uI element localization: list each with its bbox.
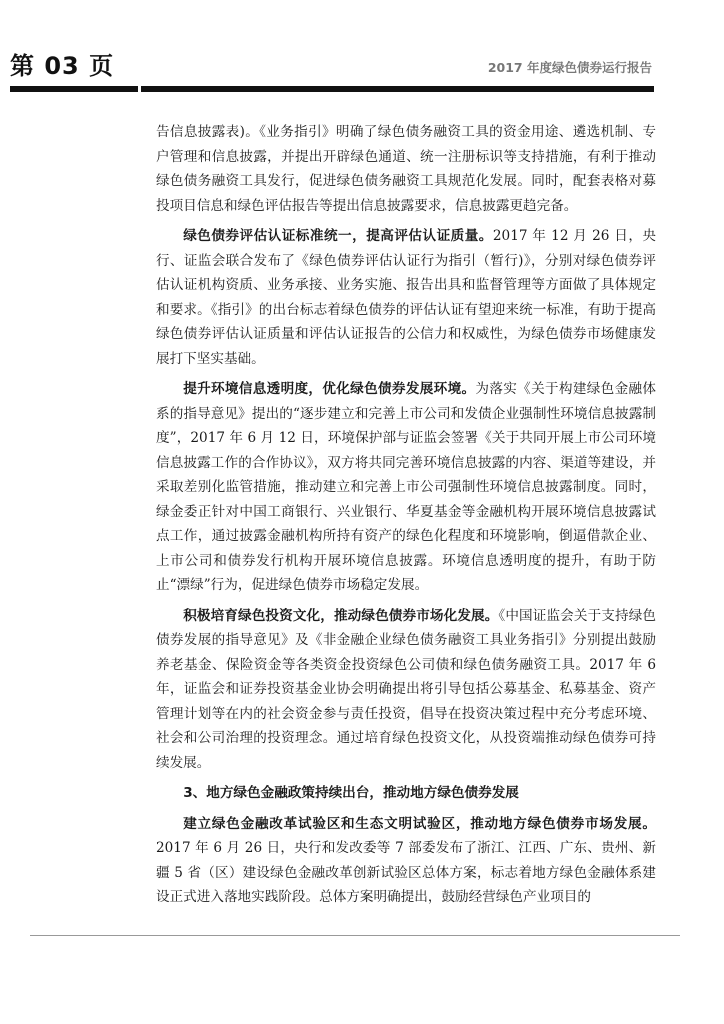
paragraph-lead: 绿色债券评估认证标准统一，提高评估认证质量。 xyxy=(183,228,493,244)
paragraph-text: 2017 年 6 月 26 日，央行和发改委等 7 部委发布了浙江、江西、广东、贵州、新疆 5 省（区）建设绿色金融改革创新试验区总体方案，标志着地方绿色金融体系建设正式进入落地实践阶段。总体方案明确提出，鼓励经营绿色产业项目的 xyxy=(156,840,656,905)
paragraph-text: 为落实《关于构建绿色金融体系的指导意见》提出的“逐步建立和完善上市公司和发债企业强制性环境信息披露制度”，2017 年 6 月 12 日，环境保护部与证监会签署《关于共同开展上市公司环境信息披露工作的合作协议》，双方将共同完善环境信息披露的内容、渠道等建设，并采取差别化监管措施，推动建立和完善上市公司强制性环境信息披露制度。同时，绿金委正针对中国工商银行、兴业银行、华夏基金等金融机构开展环境信息披露试点工作，通过披露金融机构所持有资产的绿色化程度和环境影响，倒逼借款企业、上市公司和债券发行机构开展环境信息披露。环境信息透明度的提升，有助于防止“漂绿”行为，促进绿色债券市场稳定发展。 xyxy=(156,381,657,593)
page-number: 第 03 页 xyxy=(10,52,115,80)
paragraph-environment-disclosure xyxy=(156,377,656,598)
header-rule-left xyxy=(10,86,138,92)
paragraph-lead: 提升环境信息透明度，优化绿色债券发展环境。 xyxy=(183,381,476,397)
paragraph-text: 《中国证监会关于支持绿色债券发展的指导意见》及《非金融企业绿色债务融资工具业务指引》分别提出鼓励养老基金、保险资金等各类资金投资绿色公司债和绿色债务融资工具。2017 年 6 年，证监会和证券投资基金业协会明确提出将引导包括公募基金、私募基金、资产管理计划等在内的社会资金参与责任投资，倡导在投资决策过程中充分考虑环境、社会和公司治理的投资理念。通过培育绿色投资文化，从投资端推动绿色债券可持续发展。 xyxy=(156,607,657,771)
header-rule-right xyxy=(141,86,654,92)
paragraph-text: 2017 年 12 月 26 日，央行、证监会联合发布了《绿色债券评估认证行为指引（暂行)》，分别对绿色债券评估认证机构资质、业务承接、业务实施、报告出具和监督管理等方面做了具体规定和要求。《指引》的出台标志着绿色债券的评估认证有望迎来统一标准，有助于提高绿色债券评估认证质量和评估认证报告的公信力和权威性，为绿色债券市场健康发展打下坚实基础。 xyxy=(156,228,657,367)
document-body xyxy=(156,120,656,916)
paragraph-continuation: 告信息披露表)。《业务指引》明确了绿色债务融资工具的资金用途、遴选机制、专户管理和信息披露，并提出开辟绿色通道、统一注册标识等支持措施，有利于推动绿色债务融资工具发行，促进绿色债务融资工具规范化发展。同时，配套表格对募投项目信息和绿色评估报告等提出信息披露要求，信息披露更趋完备。 xyxy=(156,124,656,214)
paragraph-lead: 建立绿色金融改革试验区和生态文明试验区，推动地方绿色债券市场发展。 xyxy=(183,815,656,832)
paragraph-investment-culture xyxy=(156,604,656,776)
section-heading: 3、地方绿色金融政策持续出台，推动地方绿色债券发展 xyxy=(183,785,519,801)
footer-rule xyxy=(30,935,680,936)
paragraph-lead: 积极培育绿色投资文化，推动绿色债券市场化发展。 xyxy=(183,607,499,624)
paragraph-pilot-zones xyxy=(156,812,656,910)
report-title: 2017 年度绿色债券运行报告 xyxy=(487,60,652,75)
paragraph-evaluation-standard xyxy=(156,224,656,371)
